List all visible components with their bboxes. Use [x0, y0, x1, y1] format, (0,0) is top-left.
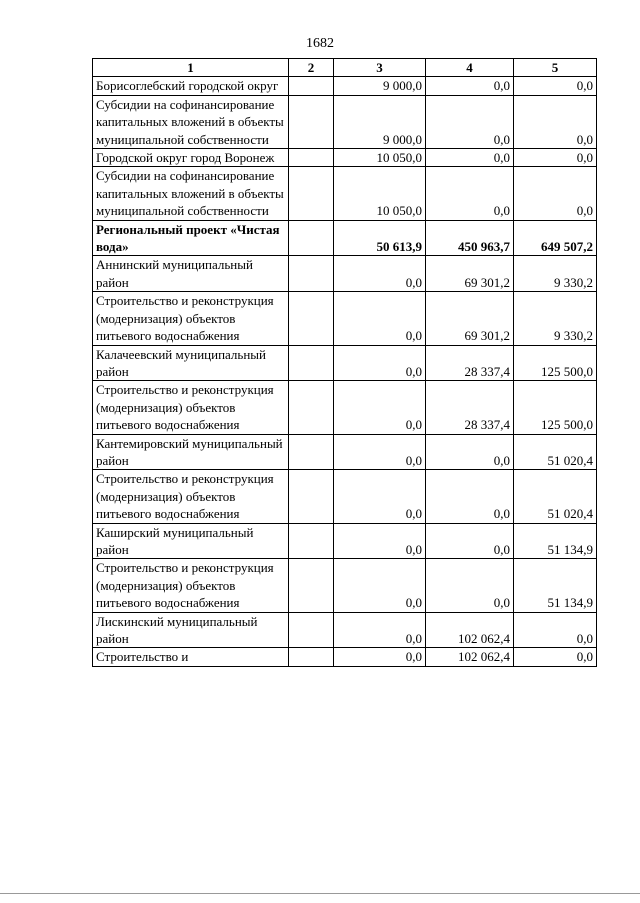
row-col3-cell: 0,0	[334, 256, 426, 292]
row-col5-cell: 0,0	[514, 95, 597, 148]
table-row	[93, 345, 597, 381]
table-header-row	[93, 59, 597, 77]
table-row	[93, 220, 597, 256]
row-col2-cell	[289, 559, 334, 612]
row-name-cell: Строительство и реконструкция (модернизация) объектов питьевого водоснабжения	[93, 381, 289, 434]
row-col2-cell	[289, 612, 334, 648]
row-col4-cell: 102 062,4	[426, 648, 514, 666]
row-col5-cell: 9 330,2	[514, 292, 597, 345]
table-body	[93, 77, 597, 666]
row-col3-cell: 0,0	[334, 648, 426, 666]
table-row	[93, 95, 597, 148]
row-name-cell: Аннинский муниципальный район	[93, 256, 289, 292]
row-col5-cell: 0,0	[514, 149, 597, 167]
table-row	[93, 470, 597, 523]
row-col2-cell	[289, 149, 334, 167]
row-col4-cell: 102 062,4	[426, 612, 514, 648]
row-col2-cell	[289, 220, 334, 256]
row-col5-cell: 649 507,2	[514, 220, 597, 256]
row-col3-cell: 0,0	[334, 381, 426, 434]
row-col4-cell: 69 301,2	[426, 292, 514, 345]
row-col2-cell	[289, 167, 334, 220]
row-name-cell: Строительство и реконструкция (модернизация) объектов питьевого водоснабжения	[93, 470, 289, 523]
row-col3-cell: 9 000,0	[334, 95, 426, 148]
row-name-cell: Кантемировский муниципальный район	[93, 434, 289, 470]
row-col2-cell	[289, 381, 334, 434]
row-col2-cell	[289, 345, 334, 381]
column-header-2: 2	[289, 59, 334, 77]
column-header-3: 3	[334, 59, 426, 77]
table-row	[93, 559, 597, 612]
row-col3-cell: 9 000,0	[334, 77, 426, 95]
row-col4-cell: 0,0	[426, 95, 514, 148]
row-col3-cell: 0,0	[334, 559, 426, 612]
row-col2-cell	[289, 256, 334, 292]
column-header-5: 5	[514, 59, 597, 77]
row-name-cell: Субсидии на софинансирование капитальных вложений в объекты муниципальной собственности	[93, 167, 289, 220]
row-name-cell: Строительство и	[93, 648, 289, 666]
row-col5-cell: 0,0	[514, 167, 597, 220]
table-row	[93, 434, 597, 470]
table-row	[93, 256, 597, 292]
row-col5-cell: 51 134,9	[514, 523, 597, 559]
table-row	[93, 149, 597, 167]
row-col3-cell: 0,0	[334, 612, 426, 648]
row-name-cell: Строительство и реконструкция (модернизация) объектов питьевого водоснабжения	[93, 292, 289, 345]
row-col2-cell	[289, 434, 334, 470]
row-col4-cell: 0,0	[426, 470, 514, 523]
row-name-cell: Лискинский муниципальный район	[93, 612, 289, 648]
row-col5-cell: 125 500,0	[514, 345, 597, 381]
row-col5-cell: 9 330,2	[514, 256, 597, 292]
row-col5-cell: 51 020,4	[514, 470, 597, 523]
table-row	[93, 77, 597, 95]
row-name-cell: Каширский муниципальный район	[93, 523, 289, 559]
row-col5-cell: 0,0	[514, 612, 597, 648]
row-col4-cell: 0,0	[426, 523, 514, 559]
row-col2-cell	[289, 523, 334, 559]
table-row	[93, 523, 597, 559]
row-name-cell: Борисоглебский городской округ	[93, 77, 289, 95]
row-col4-cell: 0,0	[426, 434, 514, 470]
row-name-cell: Субсидии на софинансирование капитальных вложений в объекты муниципальной собственности	[93, 95, 289, 148]
row-col3-cell: 50 613,9	[334, 220, 426, 256]
table-row	[93, 381, 597, 434]
row-name-cell: Региональный проект «Чистая вода»	[93, 220, 289, 256]
table-row	[93, 167, 597, 220]
row-col4-cell: 0,0	[426, 559, 514, 612]
page-bottom-rule	[0, 893, 640, 894]
row-col2-cell	[289, 648, 334, 666]
row-col2-cell	[289, 77, 334, 95]
row-col2-cell	[289, 292, 334, 345]
column-header-1: 1	[93, 59, 289, 77]
row-name-cell: Строительство и реконструкция (модернизация) объектов питьевого водоснабжения	[93, 559, 289, 612]
row-col4-cell: 69 301,2	[426, 256, 514, 292]
page-number: 1682	[306, 36, 334, 51]
budget-table	[92, 58, 597, 667]
row-col5-cell: 0,0	[514, 77, 597, 95]
row-col4-cell: 28 337,4	[426, 381, 514, 434]
row-col2-cell	[289, 95, 334, 148]
row-col4-cell: 450 963,7	[426, 220, 514, 256]
row-col5-cell: 125 500,0	[514, 381, 597, 434]
row-col4-cell: 28 337,4	[426, 345, 514, 381]
row-col3-cell: 0,0	[334, 345, 426, 381]
row-name-cell: Калачеевский муниципальный район	[93, 345, 289, 381]
table-row	[93, 292, 597, 345]
row-name-cell: Городской округ город Воронеж	[93, 149, 289, 167]
column-header-4: 4	[426, 59, 514, 77]
table-row	[93, 612, 597, 648]
row-col5-cell: 0,0	[514, 648, 597, 666]
row-col4-cell: 0,0	[426, 149, 514, 167]
row-col2-cell	[289, 470, 334, 523]
table-row	[93, 648, 597, 666]
row-col3-cell: 10 050,0	[334, 167, 426, 220]
row-col5-cell: 51 134,9	[514, 559, 597, 612]
row-col3-cell: 0,0	[334, 470, 426, 523]
row-col4-cell: 0,0	[426, 167, 514, 220]
row-col3-cell: 0,0	[334, 523, 426, 559]
row-col3-cell: 0,0	[334, 434, 426, 470]
row-col5-cell: 51 020,4	[514, 434, 597, 470]
row-col3-cell: 10 050,0	[334, 149, 426, 167]
row-col3-cell: 0,0	[334, 292, 426, 345]
row-col4-cell: 0,0	[426, 77, 514, 95]
